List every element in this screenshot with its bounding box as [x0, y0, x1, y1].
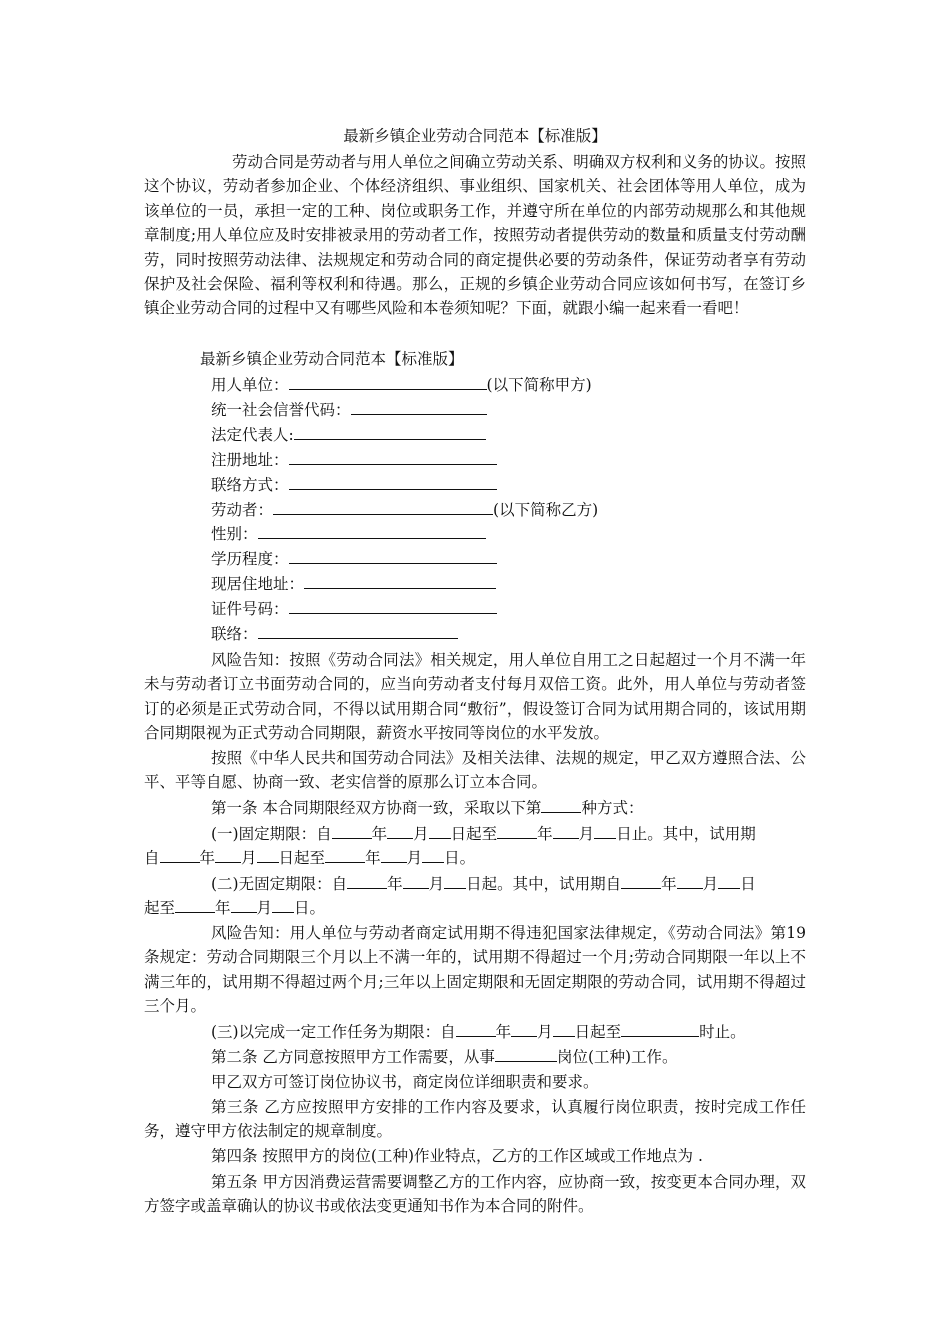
blank [444, 874, 466, 889]
employer-blank [289, 374, 487, 390]
gender-blank [258, 523, 486, 539]
month-label: 月 [241, 849, 257, 867]
fixed-term-line2 [144, 846, 475, 870]
blank [381, 848, 407, 863]
education-blank [289, 548, 497, 564]
contact-field [211, 473, 497, 497]
risk-notice-2: 风险告知：用人单位与劳动者商定试用期不得违犯国家法律规定，《劳动合同法》第19条规定：劳动合同期限三个月以上不满一年的，试用期不得超过一个月;劳动合同期限一年以上不满三年的，试用期不得超过两个月;三年以上固定期限和无固定期限的劳动合同，试用期不得超过三个月。 [144, 924, 806, 1016]
day-from-label: 日起至 [450, 825, 498, 843]
education-field [211, 547, 497, 571]
document-title: 最新乡镇企业劳动合同范本【标准版】 [343, 127, 607, 145]
blank [553, 1022, 575, 1037]
employer-note: (以下简称甲方) [486, 376, 592, 394]
task-from-label: 日起至 [574, 1023, 622, 1041]
year-label: 年 [371, 825, 388, 843]
blank [215, 848, 241, 863]
blank [403, 874, 429, 889]
contact-label: 联络方式： [211, 476, 289, 494]
open-term-line2 [144, 896, 325, 920]
article-5: 第五条 甲方因消费运营需要调整乙方的工作内容，应协商一致，按变更本合同办理，双方签字或盖章确认的协议书或依法变更通知书作为本合同的附件。 [144, 1173, 806, 1216]
year-label: 年 [661, 875, 677, 893]
article-3: 第三条 乙方应按照甲方安排的工作内容及要求，认真履行岗位职责，按时完成工作任务，遵守甲方依法制定的规章制度。 [144, 1098, 806, 1141]
credit-code-blank [351, 399, 487, 415]
month-label: 月 [702, 875, 719, 893]
risk-notice-1: 风险告知：按照《劳动合同法》相关规定，用人单位自用工之日起超过一个月不满一年未与劳动者订立书面劳动合同的，应当向劳动者支付每月双倍工资。此外，用人单位与劳动者签订的必须是正式劳动合同，不得以试用期合同“敷衍”，假设签订合同为试用期合同的，该试用期合同期限视为正式劳动合同期限，薪资水平按同等岗位的水平发放。 [144, 651, 806, 743]
year-label: 年 [199, 849, 216, 867]
id-number-label: 证件号码： [211, 600, 289, 618]
article-1-suffix: 种方式： [581, 799, 644, 817]
worker-blank [273, 499, 493, 515]
blank [621, 1022, 699, 1037]
task-end-label: 时止。 [699, 1023, 746, 1041]
current-address-blank [304, 573, 496, 589]
blank [594, 824, 616, 839]
blank [553, 824, 579, 839]
contact2-label: 联络： [211, 625, 258, 643]
open-term-label: (二)无固定期限：自 [211, 875, 348, 893]
reg-address-blank [289, 449, 497, 465]
day-label: 日 [740, 875, 756, 893]
blank [325, 848, 365, 863]
blank [272, 898, 294, 913]
article-1 [211, 796, 643, 820]
employer-field [211, 373, 592, 397]
fixed-term-line1 [211, 822, 756, 846]
blank [511, 1022, 537, 1037]
year-label: 年 [387, 875, 403, 893]
blank [456, 1022, 496, 1037]
blank [677, 874, 703, 889]
current-address-label: 现居住地址： [211, 575, 305, 593]
id-number-field [211, 597, 497, 621]
legal-rep-label: 法定代表人: [211, 426, 294, 444]
contact2-field [211, 622, 458, 646]
credit-code-field [211, 398, 487, 422]
to-label: 起至 [144, 899, 176, 917]
article-1-blank [541, 798, 581, 813]
blank [422, 848, 444, 863]
id-number-blank [289, 598, 497, 614]
year-label: 年 [215, 899, 231, 917]
article-2-suffix: 岗位(工种)工作。 [556, 1048, 678, 1066]
blank [332, 824, 372, 839]
blank [621, 874, 661, 889]
education-label: 学历程度： [211, 550, 289, 568]
blank [175, 898, 215, 913]
day-end-label: 日止。其中，试用期 [616, 825, 756, 843]
task-term [211, 1020, 746, 1044]
open-term-probation: 日起。其中，试用期自 [466, 875, 622, 893]
blank [160, 848, 200, 863]
article-2 [211, 1045, 678, 1069]
legal-rep-field [211, 423, 486, 447]
blank [497, 824, 537, 839]
month-label: 月 [537, 1023, 553, 1041]
credit-code-label: 统一社会信誉代码： [211, 401, 351, 419]
open-term-line1 [211, 872, 756, 896]
day-dot-label: 日。 [294, 899, 326, 917]
worker-field [211, 498, 598, 522]
blank [257, 848, 279, 863]
legal-rep-blank [294, 424, 486, 440]
month-label: 月 [428, 875, 445, 893]
month-label: 月 [413, 825, 429, 843]
blank [429, 824, 451, 839]
fixed-term-label: (一)固定期限：自 [211, 825, 332, 843]
day-to-label: 日起至 [278, 849, 326, 867]
year-label: 年 [495, 1023, 512, 1041]
contract-subtitle: 最新乡镇企业劳动合同范本【标准版】 [200, 350, 464, 368]
month-label: 月 [578, 825, 595, 843]
article-1-text: 第一条 本合同期限经双方协商一致，采取以下第 [211, 799, 542, 817]
article-4: 第四条 按照甲方的岗位(工种)作业特点，乙方的工作区域或工作地点为 . [211, 1147, 703, 1165]
reg-address-label: 注册地址： [211, 451, 289, 469]
year-label: 年 [537, 825, 553, 843]
task-term-label: (三)以完成一定工作任务为期限：自 [211, 1023, 456, 1041]
article-2-text: 第二条 乙方同意按照甲方工作需要，从事 [211, 1048, 495, 1066]
contact-blank [289, 474, 497, 490]
reg-address-field [211, 448, 497, 472]
employer-label: 用人单位： [211, 376, 289, 394]
gender-label: 性别： [211, 525, 258, 543]
blank [387, 824, 413, 839]
worker-label: 劳动者： [211, 501, 274, 519]
month-label: 月 [406, 849, 423, 867]
month-label: 月 [256, 899, 273, 917]
blank [347, 874, 387, 889]
day-dot-label: 日。 [444, 849, 476, 867]
basis-paragraph: 按照《中华人民共和国劳动合同法》及相关法律、法规的规定，甲乙双方遵照合法、公平、平等自愿、协商一致、老实信誉的原那么订立本合同。 [144, 749, 806, 792]
current-address-field [211, 572, 496, 596]
from-label: 自 [144, 849, 160, 867]
blank [231, 898, 257, 913]
contact2-blank [258, 623, 458, 639]
gender-field [211, 522, 486, 546]
blank [718, 874, 740, 889]
post-blank [495, 1047, 557, 1062]
intro-paragraph: 劳动合同是劳动者与用人单位之间确立劳动关系、明确双方权利和义务的协议。按照这个协议，劳动者参加企业、个体经济组织、事业组织、国家机关、社会团体等用人单位，成为该单位的一员，承担一定的工种、岗位或职务工作，并遵守所在单位的内部劳动规那么和其他规章制度;用人单位应及时安排被录用的劳动者工作，按照劳动者提供劳动的数量和质量支付劳动酬劳，同时按照劳动法律、法规规定和劳动合同的商定提供必要的劳动条件，保证劳动者享有劳动保护及社会保险、福利等权利和待遇。那么，正规的乡镇企业劳动合同应该如何书写，在签订乡镇企业劳动合同的过程中又有哪些风险和本卷须知呢？下面，就跟小编一起来看一看吧！ [144, 153, 806, 318]
worker-note: (以下简称乙方) [493, 501, 599, 519]
post-agreement: 甲乙双方可签订岗位协议书，商定岗位详细职责和要求。 [211, 1073, 599, 1091]
year-label: 年 [365, 849, 381, 867]
